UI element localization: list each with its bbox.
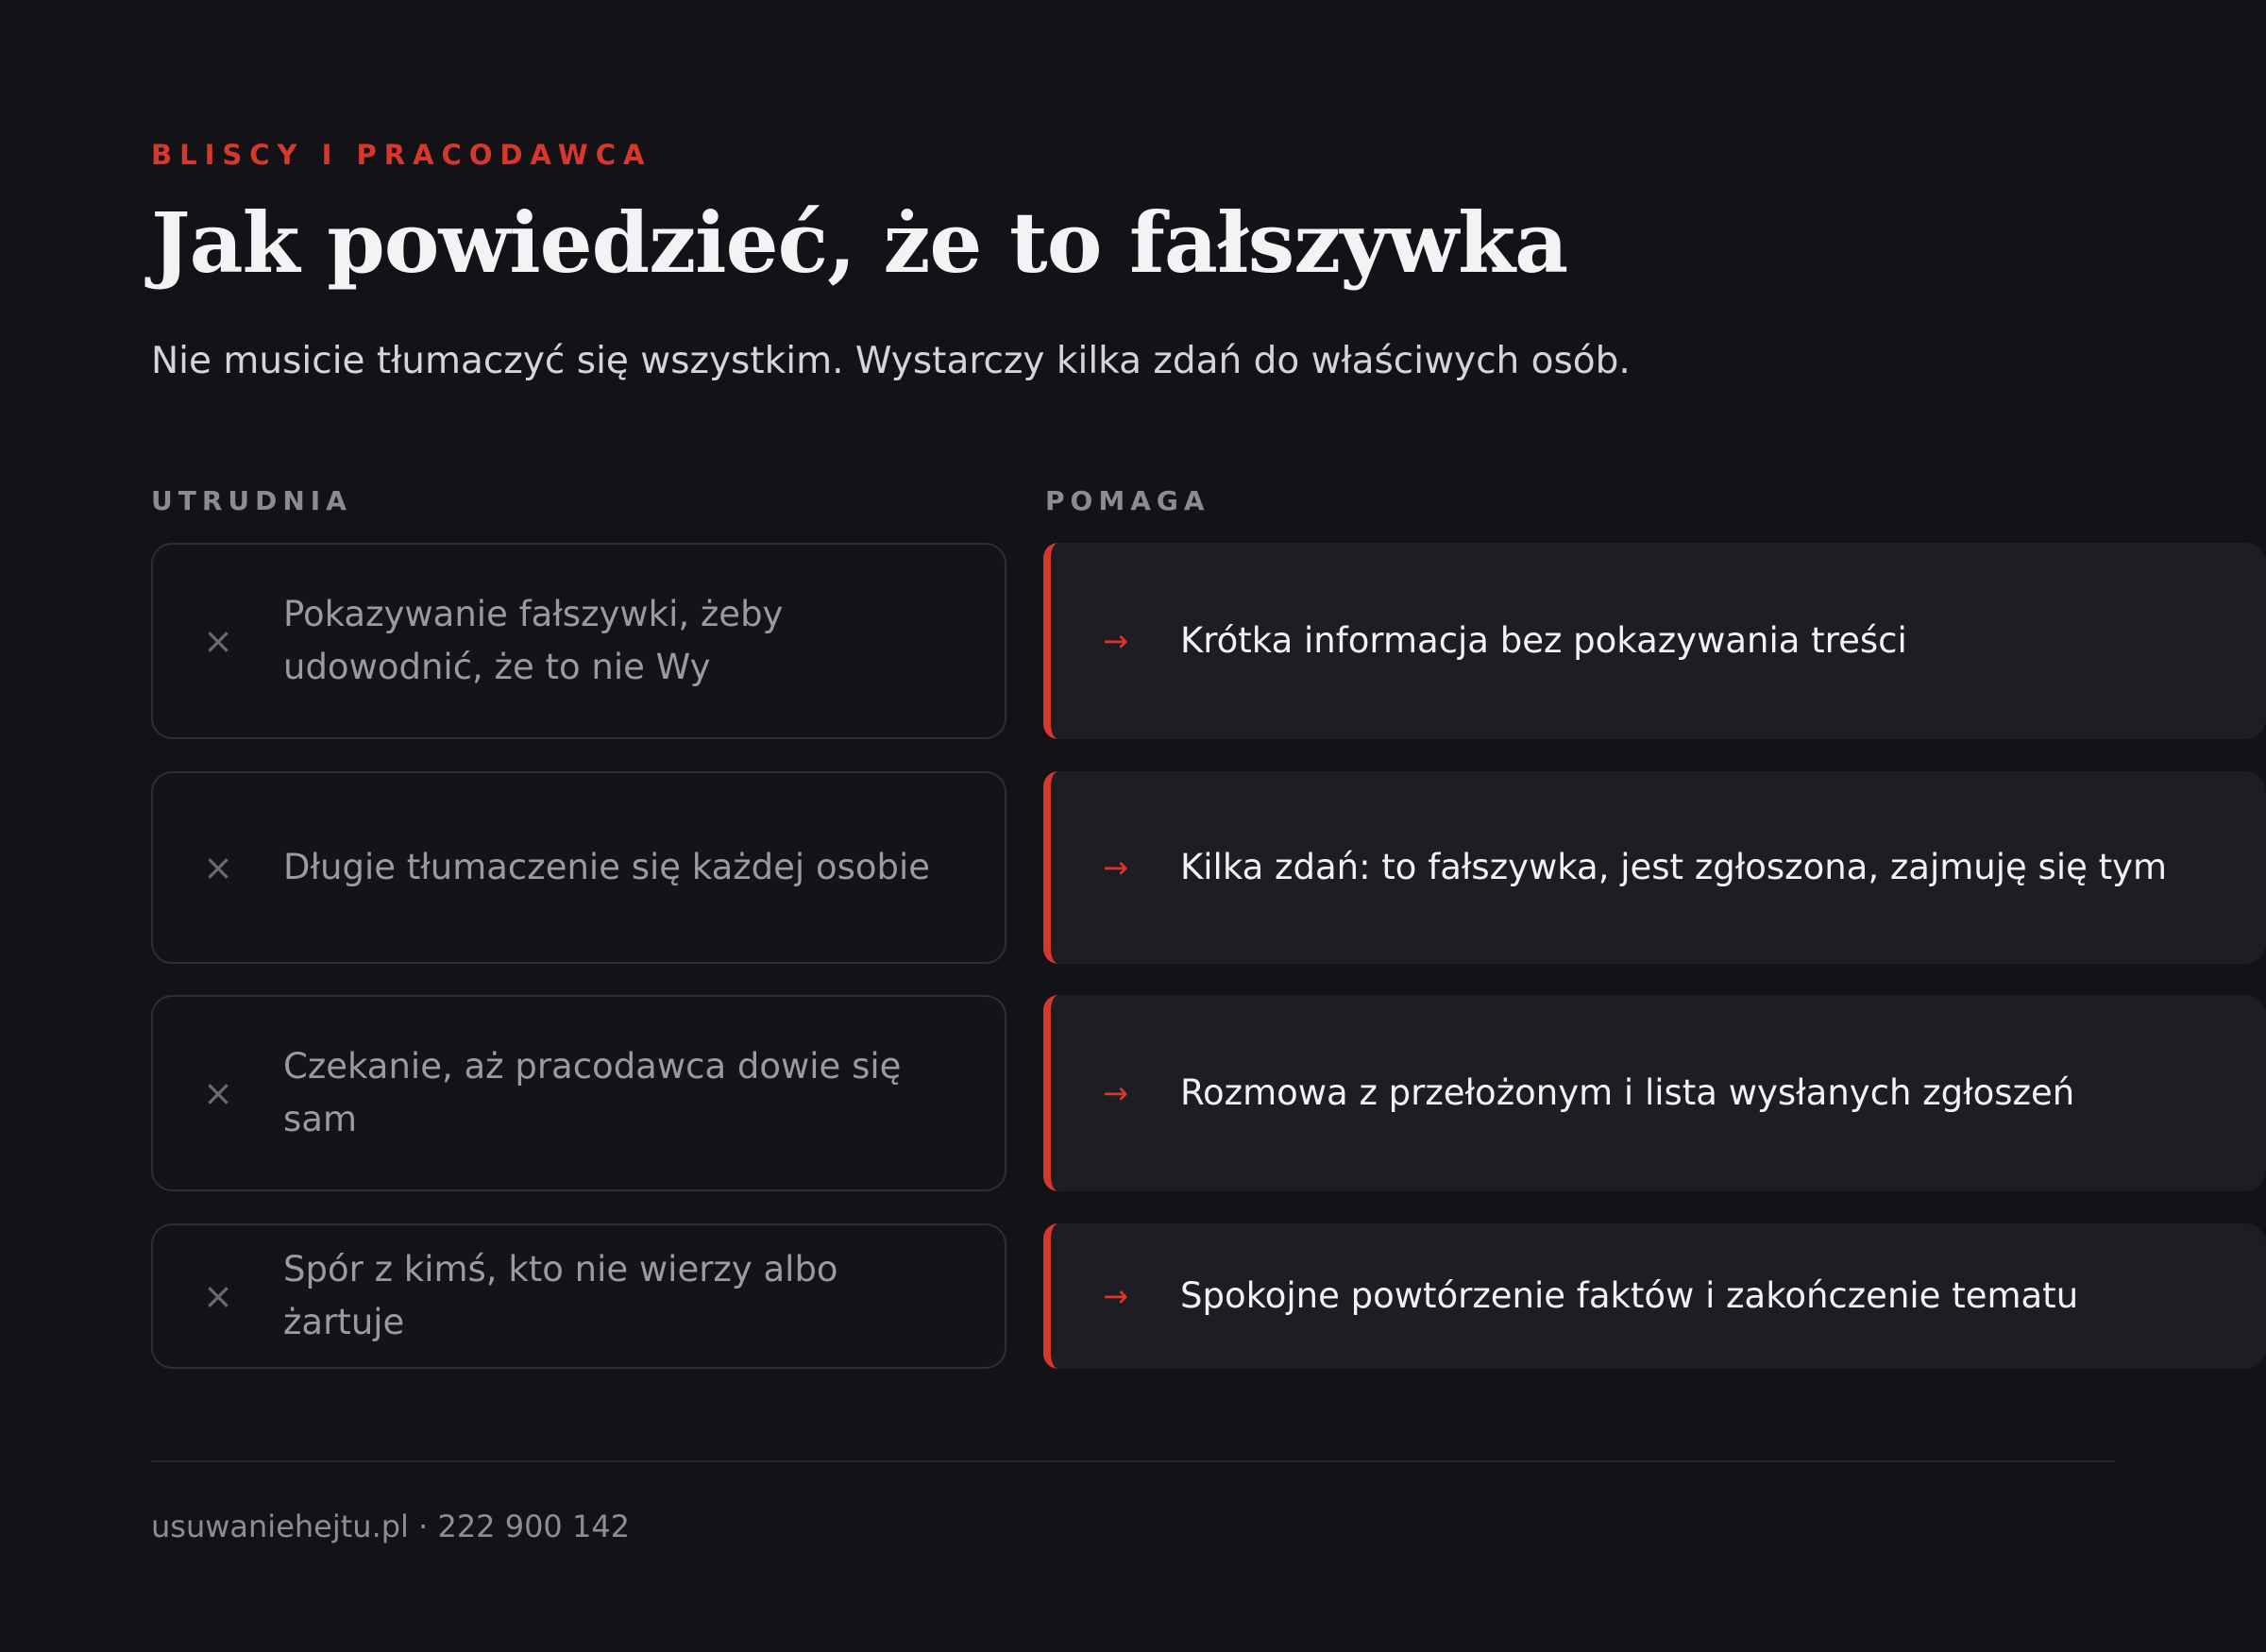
helps-text: Krótka informacja bez pokazywania treści [1180, 620, 1907, 661]
hinders-card [151, 543, 1006, 739]
arrow-right-icon: → [1103, 1278, 1128, 1314]
page-subtitle: Nie musicie tłumaczyć się wszystkim. Wystarczy kilka zdań do właściwych osób. [151, 340, 1631, 382]
helps-text: Kilka zdań: to fałszywka, jest zgłoszona, zajmuję się tym [1180, 847, 2168, 887]
hinders-text: Pokazywanie fałszywki, żeby udowodnić, że to nie Wy [283, 594, 784, 687]
x-icon: × [203, 1072, 233, 1114]
footer-divider [151, 1460, 2115, 1462]
hinders-text: Czekanie, aż pracodawca dowie się sam [283, 1046, 902, 1139]
hinders-card [151, 995, 1006, 1191]
helps-card [1043, 995, 2266, 1191]
hinders-text: Długie tłumaczenie się każdej osobie [283, 847, 931, 887]
footer-contact: usuwaniehejtu.pl · 222 900 142 [151, 1509, 631, 1544]
helps-card [1043, 1223, 2266, 1369]
hinders-card [151, 1223, 1006, 1369]
x-icon: × [203, 1275, 233, 1317]
helps-card [1043, 771, 2266, 964]
helps-card [1043, 543, 2266, 739]
page-title: Jak powiedzieć, że to fałszywka [151, 194, 1568, 292]
x-icon: × [203, 847, 233, 888]
column-heading-helps: POMAGA [1045, 485, 1210, 516]
column-heading-hinders: UTRUDNIA [151, 485, 352, 516]
hinders-card [151, 771, 1006, 964]
arrow-right-icon: → [1103, 850, 1128, 885]
arrow-right-icon: → [1103, 623, 1128, 659]
arrow-right-icon: → [1103, 1075, 1128, 1111]
section-eyebrow: BLISCY I PRACODAWCA [151, 139, 652, 171]
helps-text: Rozmowa z przełożonym i lista wysłanych zgłoszeń [1180, 1072, 2075, 1113]
x-icon: × [203, 620, 233, 662]
helps-text: Spokojne powtórzenie faktów i zakończenie tematu [1180, 1275, 2079, 1316]
hinders-text: Spór z kimś, kto nie wierzy albo żartuje [283, 1249, 838, 1342]
